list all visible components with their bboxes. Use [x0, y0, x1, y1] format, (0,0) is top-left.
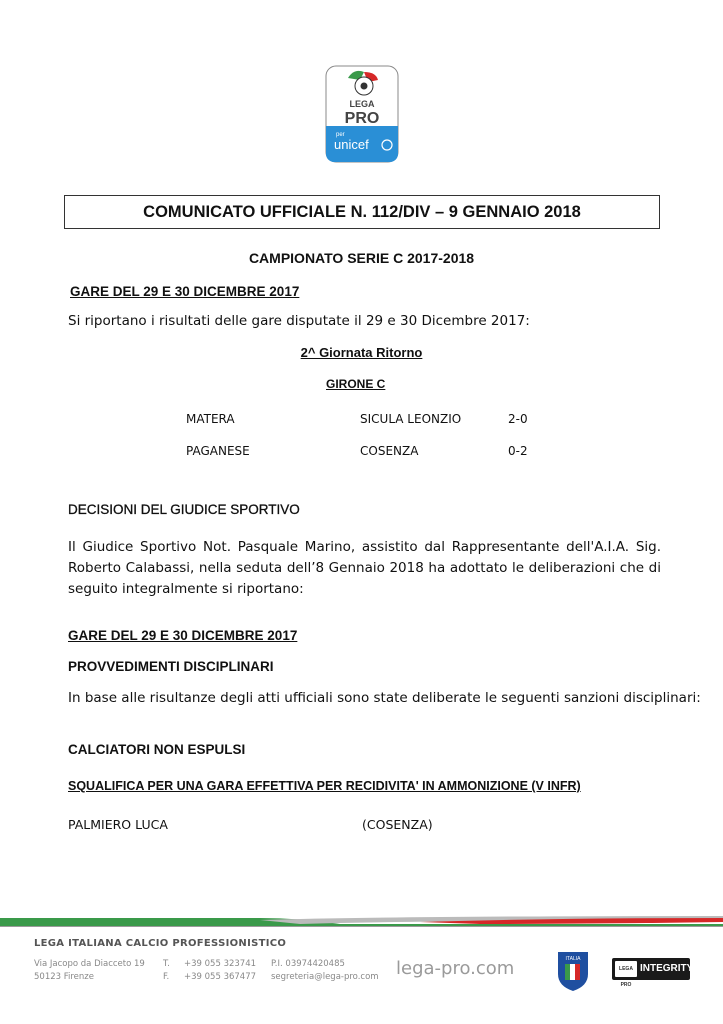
championship-title: CAMPIONATO SERIE C 2017-2018 — [248, 250, 475, 266]
result-1-away: SICULA LEONZIO — [360, 412, 462, 426]
group-title: GIRONE C — [326, 377, 386, 391]
round-title: 2^ Giornata Ritorno — [300, 345, 423, 360]
matches-heading: GARE DEL 29 E 30 DICEMBRE 2017 — [70, 284, 300, 299]
sanction-heading: SQUALIFICA PER UNA GARA EFFETTIVA PER RECIDIVITA' IN AMMONIZIONE (V INFR) — [68, 779, 581, 793]
matches-intro: Si riportano i risultati delle gare disputate il 29 e 30 Dicembre 2017: — [68, 313, 530, 329]
player-team: (COSENZA) — [362, 817, 433, 832]
decisions-heading: DECISIONI DEL GIUDICE SPORTIVO — [68, 502, 300, 517]
result-2-home: PAGANESE — [186, 444, 250, 458]
category-heading: CALCIATORI NON ESPULSI — [68, 742, 246, 757]
integrity-logo — [612, 958, 694, 988]
svg-text:unicef: unicef — [334, 137, 369, 152]
footer-divider — [0, 926, 723, 927]
footer-tel: +39 055 323741 — [184, 959, 257, 969]
footer-piva: P.I. 03974420485 — [271, 959, 345, 969]
figc-logo — [556, 950, 590, 992]
result-2-away: COSENZA — [360, 444, 419, 458]
footer-fax: +39 055 367477 — [184, 972, 257, 982]
communique-title: COMUNICATO UFFICIALE N. 112/DIV – 9 GENNAIO 2018 — [64, 195, 660, 229]
integrity-label: INTEGRITY — [640, 963, 694, 974]
result-2-score: 0-2 — [508, 444, 528, 458]
footer-website[interactable]: lega-pro.com — [396, 958, 515, 979]
disciplinary-gare-heading: GARE DEL 29 E 30 DICEMBRE 2017 — [68, 628, 298, 643]
player-name: PALMIERO LUCA — [68, 817, 168, 832]
disciplinary-intro: In base alle risultanze degli atti ufficiali sono state deliberate le seguenti sanzioni disciplinari: — [68, 690, 701, 706]
svg-text:ITALIA: ITALIA — [565, 956, 581, 962]
svg-text:per: per — [336, 132, 345, 138]
disciplinary-heading: PROVVEDIMENTI DISCIPLINARI — [68, 659, 274, 674]
footer-fax-label: F. — [163, 972, 170, 982]
footer-org-name: LEGA ITALIANA CALCIO PROFESSIONISTICO — [34, 938, 287, 949]
footer-email[interactable]: segreteria@lega-pro.com — [271, 972, 379, 982]
decisions-text: Il Giudice Sportivo Not. Pasquale Marino, assistito dal Rappresentante dell'A.I.A. Sig. Roberto Calabassi, nella seduta dell’8 Gennaio 2018 ha adottato le deliberazioni che di seguito integralmente si riportano: — [68, 539, 661, 597]
footer-tricolor-stripe — [0, 912, 723, 933]
svg-text:PRO: PRO — [344, 110, 380, 127]
svg-text:LEGA: LEGA — [349, 99, 375, 109]
footer-address-1: Via Jacopo da Diacceto 19 — [34, 959, 145, 969]
result-1-home: MATERA — [186, 412, 235, 426]
footer-address-2: 50123 Firenze — [34, 972, 94, 982]
footer-tel-label: T. — [163, 959, 170, 969]
result-1-score: 2-0 — [508, 412, 528, 426]
lega-pro-logo — [324, 64, 400, 164]
integrity-lega-pro-badge: LEGA PRO — [615, 961, 637, 977]
